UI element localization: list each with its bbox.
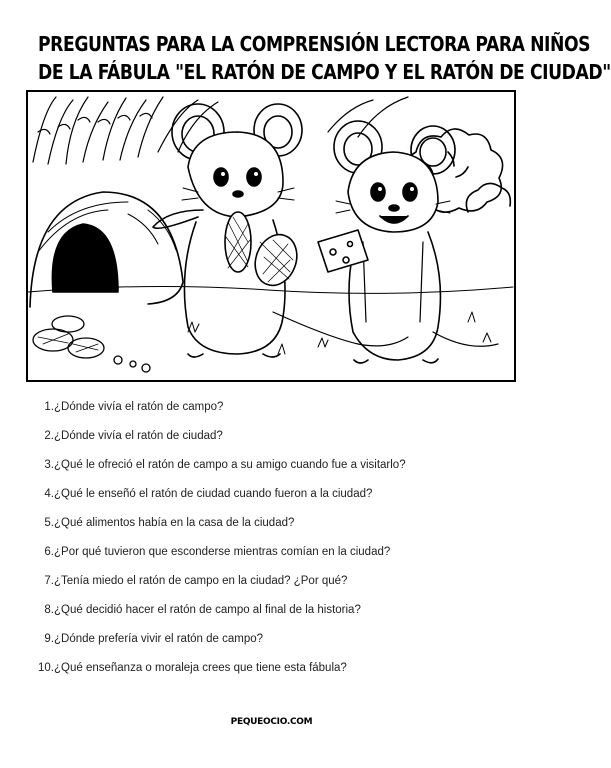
question-text: ¿Qué enseñanza o moraleja crees que tiene esta fábula? <box>54 662 347 674</box>
nuts <box>33 316 150 372</box>
question-text: ¿Tenía miedo el ratón de campo en la ciudad? ¿Por qué? <box>54 575 348 587</box>
coloring-illustration <box>26 90 516 382</box>
question-number: 6. <box>44 546 54 558</box>
list-item <box>38 574 518 603</box>
question-number: 10. <box>38 662 54 674</box>
question-text: ¿Dónde vivía el ratón de ciudad? <box>54 430 223 442</box>
list-item <box>38 603 518 632</box>
city-mouse <box>318 121 498 363</box>
list-item <box>38 429 518 458</box>
question-list <box>38 400 518 690</box>
title-line-1: PREGUNTAS PARA LA COMPRENSIÓN LECTORA PARA NIÑOS <box>38 32 591 56</box>
list-item <box>38 632 518 661</box>
mouse-hole <box>30 192 183 307</box>
question-number: 4. <box>44 488 54 500</box>
list-item <box>38 487 518 516</box>
question-number: 1. <box>44 401 54 413</box>
list-item <box>38 516 518 545</box>
question-number: 2. <box>44 430 54 442</box>
question-text: ¿Qué alimentos había en la casa de la ciudad? <box>54 517 295 529</box>
question-number: 9. <box>44 633 54 645</box>
grass <box>188 312 491 354</box>
cheese <box>318 230 368 272</box>
question-number: 3. <box>44 459 54 471</box>
question-number: 7. <box>44 575 54 587</box>
footer-brand: PEQUEOCIO.COM <box>230 717 313 727</box>
question-text: ¿Dónde prefería vivir el ratón de campo? <box>54 633 264 645</box>
page-title <box>38 30 611 86</box>
question-text: ¿Qué le ofreció el ratón de campo a su amigo cuando fue a visitarlo? <box>54 459 406 471</box>
list-item <box>38 400 518 429</box>
corn-cob <box>225 212 304 291</box>
question-number: 8. <box>44 604 54 616</box>
question-number: 5. <box>44 517 54 529</box>
question-text: ¿Por qué tuvieron que esconderse mientras comían en la ciudad? <box>54 546 391 558</box>
question-text: ¿Dónde vivía el ratón de campo? <box>54 401 224 413</box>
question-text: ¿Qué le enseñó el ratón de ciudad cuando fueron a la ciudad? <box>54 488 373 500</box>
list-item <box>38 661 518 690</box>
list-item <box>38 545 518 574</box>
title-line-2: DE LA FÁBULA "EL RATÓN DE CAMPO Y EL RATÓN DE CIUDAD" <box>38 60 611 84</box>
list-item <box>38 458 518 487</box>
question-text: ¿Qué decidió hacer el ratón de campo al final de la historia? <box>54 604 361 616</box>
